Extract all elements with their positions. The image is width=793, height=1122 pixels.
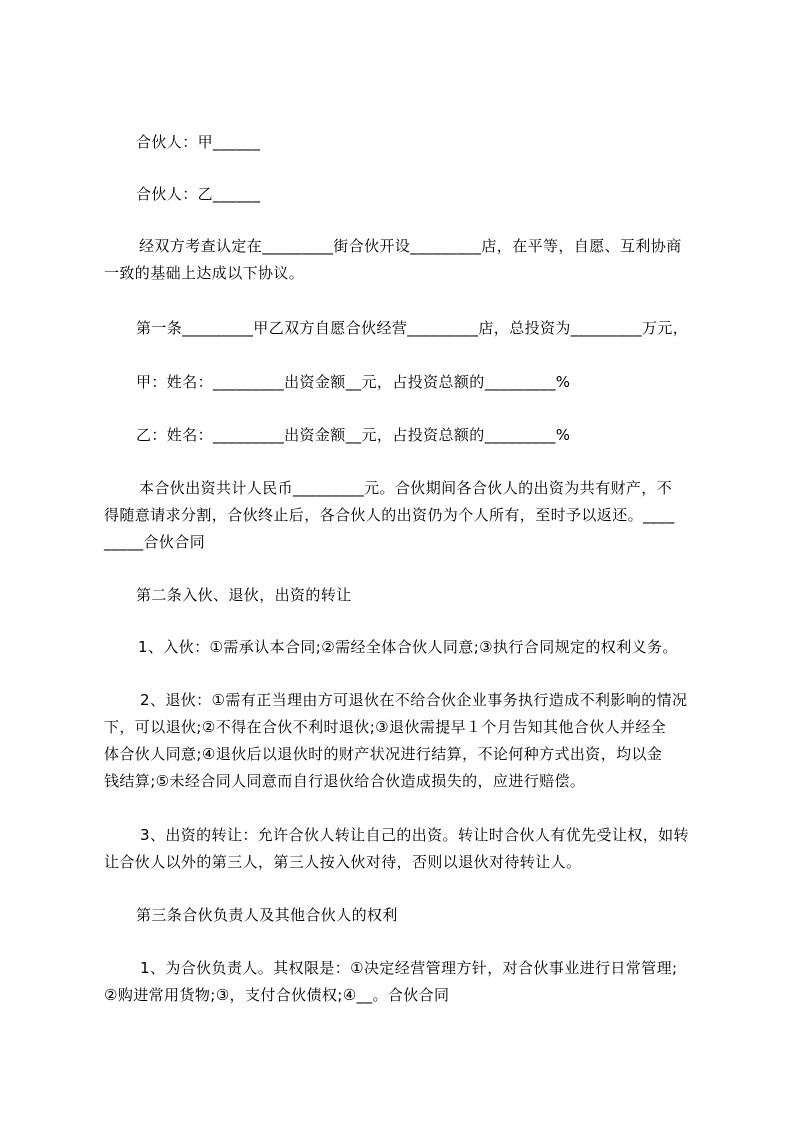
partner-a-line: 合伙人：甲______ <box>136 133 261 151</box>
preamble-line-1: 经双方考查认定在_________街合伙开设_________店，在平等，自愿、互利协商 <box>139 237 682 255</box>
article-3-clause-1-line-2: ②购进常用货物;③，支付合伙债权;④__。合伙合同 <box>104 986 450 1004</box>
clause-withdraw-line-1: 2、退伙：①需有正当理由方可退伙在不给合伙企业事务执行造成不利影响的情况 <box>140 691 688 709</box>
clause-withdraw-line-4: 钱结算;⑤未经合同人同意而自行退伙给合伙造成损失的，应进行赔偿。 <box>104 772 586 790</box>
clause-join-line: 1、入伙：①需承认本合同;②需经全体合伙人同意;③执行合同规定的权利义务。 <box>138 638 678 656</box>
clause-withdraw-line-2: 下，可以退伙;②不得在合伙不利时退伙;③退伙需提早１个月告知其他合伙人并经全 <box>104 718 667 736</box>
article-1-line: 第一条_________甲乙双方自愿合伙经营_________店，总投资为_________万元， <box>136 319 689 337</box>
clause-withdraw-line-3: 体合伙人同意;④退伙后以退伙时的财产状况进行结算，不论何种方式出资，均以金 <box>104 745 663 763</box>
preamble-line-2: 一致的基础上达成以下协议。 <box>104 264 305 282</box>
capital-line-3: _____合伙合同 <box>104 533 206 551</box>
clause-transfer-line-2: 让合伙人以外的第三人，第三人按入伙对待，否则以退伙对待转让人。 <box>104 853 582 871</box>
partner-b-line: 合伙人：乙______ <box>136 185 261 203</box>
clause-transfer-line-1: 3、出资的转让：允许合伙人转让自己的出资。转让时合伙人有优先受让权，如转 <box>140 826 689 844</box>
article-3-clause-1-line-1: 1、为合伙负责人。其权限是：①决定经营管理方针，对合伙事业进行日常管理; <box>140 959 678 977</box>
capital-line-1: 本合伙出资共计人民币_________元。合伙期间各合伙人的出资为共有财产，不 <box>139 479 673 497</box>
article-2-heading: 第二条入伙、退伙，出资的转让 <box>136 586 352 604</box>
capital-line-2: 得随意请求分割，合伙终止后，各合伙人的出资仍为个人所有，至时予以返还。____ <box>104 506 675 524</box>
party-b-investment-line: 乙：姓名：_________出资金额__元，占投资总额的_________% <box>136 426 571 444</box>
party-a-investment-line: 甲：姓名：_________出资金额__元，占投资总额的_________% <box>136 373 571 391</box>
article-3-heading: 第三条合伙负责人及其他合伙人的权利 <box>136 906 398 924</box>
